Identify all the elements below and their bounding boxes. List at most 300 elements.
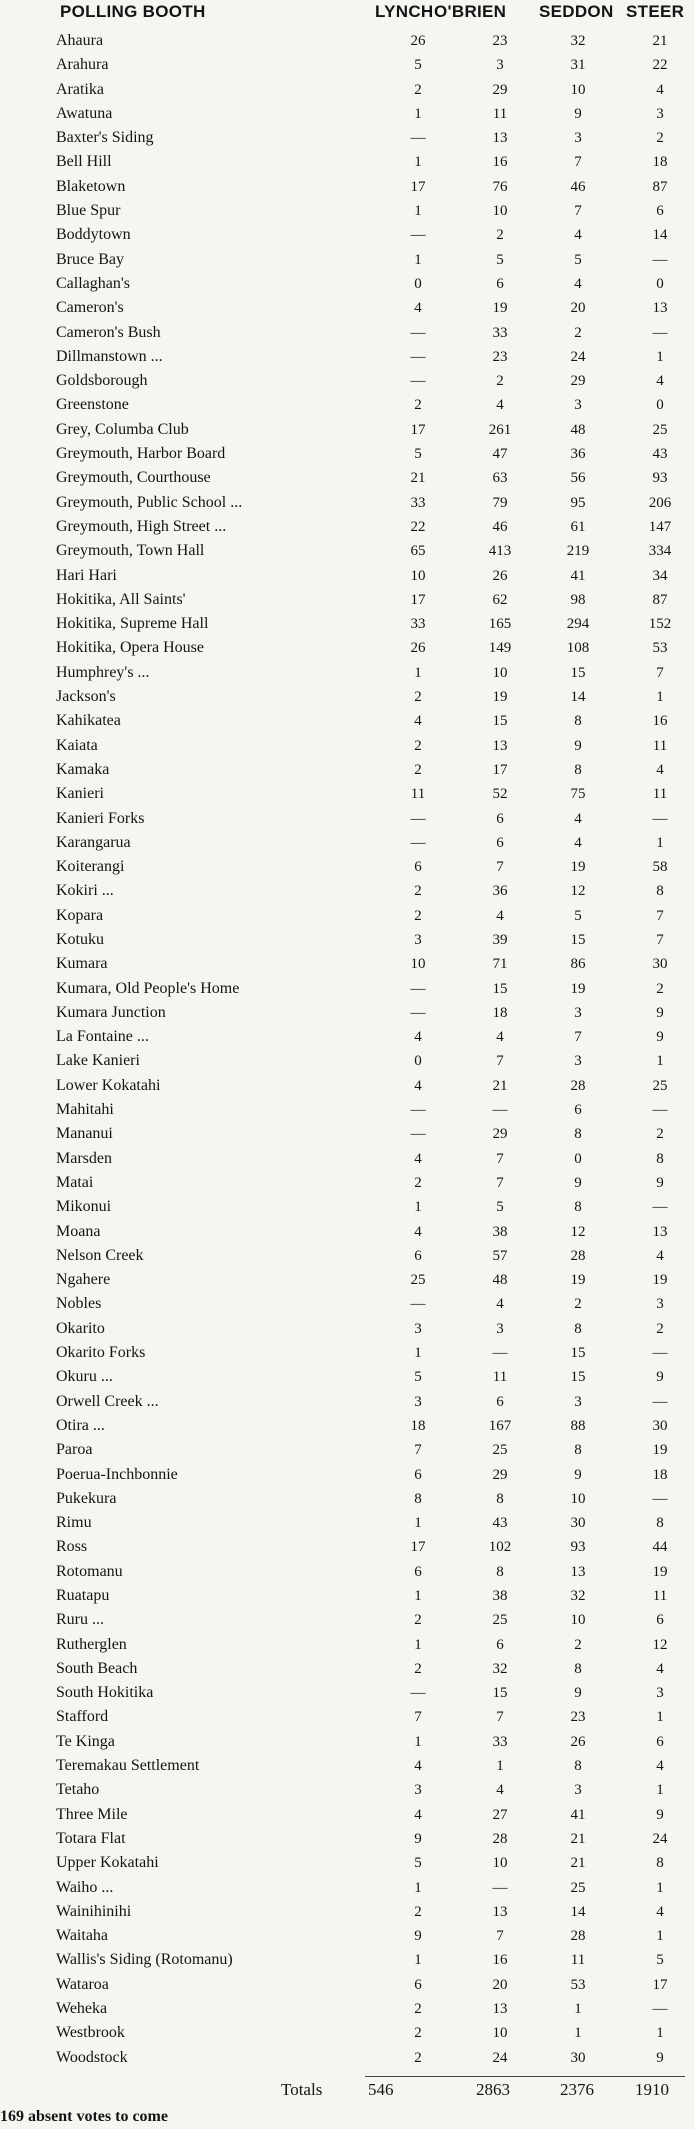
booth-name: Kumara <box>56 955 108 973</box>
votes-steer: 2 <box>656 1126 664 1143</box>
votes-steer: 4 <box>656 1247 664 1264</box>
votes-steer: 16 <box>652 713 668 730</box>
votes-seddon: 95 <box>570 494 586 511</box>
votes-obrien: 26 <box>492 567 508 584</box>
votes-steer: 9 <box>656 1369 664 1386</box>
votes-seddon: 3 <box>574 1393 582 1410</box>
votes-lynch: 65 <box>410 543 426 560</box>
votes-obrien: 10 <box>492 1855 508 1872</box>
votes-steer: 30 <box>652 956 668 973</box>
votes-steer: 6 <box>656 1612 664 1629</box>
header-obrien: O'BRIEN <box>434 2 507 21</box>
votes-obrien: 4 <box>496 907 504 924</box>
table-row <box>0 1876 694 1900</box>
votes-seddon: 3 <box>574 1053 582 1070</box>
votes-steer: 1 <box>656 1782 664 1799</box>
table-row <box>0 1778 694 1802</box>
votes-steer: 7 <box>656 664 664 681</box>
votes-obrien: 29 <box>492 1466 508 1483</box>
votes-seddon: 23 <box>570 1709 586 1726</box>
votes-seddon: 28 <box>570 1928 586 1945</box>
votes-steer: 12 <box>652 1636 668 1653</box>
booth-name: Kamaka <box>56 760 110 778</box>
booth-name: Te Kinga <box>56 1732 115 1750</box>
votes-seddon: 10 <box>570 81 586 98</box>
votes-lynch: 2 <box>414 1612 422 1629</box>
booth-name: Kumara, Old People's Home <box>56 979 240 997</box>
table-row <box>0 928 694 952</box>
votes-obrien: 11 <box>492 1369 508 1386</box>
votes-seddon: 32 <box>570 33 586 49</box>
booth-name: Kokiri ... <box>56 882 114 900</box>
votes-obrien: 43 <box>492 1515 508 1532</box>
votes-steer: — <box>652 1199 668 1216</box>
votes-lynch: 2 <box>414 907 422 924</box>
votes-seddon: 7 <box>574 203 582 220</box>
table-row <box>0 199 694 223</box>
votes-seddon: 12 <box>570 1223 586 1240</box>
table-row <box>0 1365 694 1389</box>
booth-name: Mikonui <box>56 1198 112 1216</box>
booth-name: Rotomanu <box>56 1562 123 1580</box>
booth-name: Boddytown <box>56 226 131 244</box>
table-row <box>0 272 694 296</box>
votes-steer: 0 <box>656 275 664 292</box>
table-row <box>0 904 694 928</box>
votes-lynch: 10 <box>410 567 426 584</box>
votes-seddon: 3 <box>574 1782 582 1799</box>
votes-steer: 43 <box>652 446 668 463</box>
votes-obrien: 25 <box>492 1612 508 1629</box>
votes-seddon: 108 <box>566 640 590 657</box>
votes-steer: 1 <box>656 348 664 365</box>
booth-name: Okarito <box>56 1319 105 1337</box>
votes-obrien: 36 <box>492 883 508 900</box>
votes-seddon: 56 <box>570 470 586 487</box>
votes-steer: 2 <box>656 130 664 147</box>
table-row <box>0 1730 694 1754</box>
votes-obrien: 20 <box>492 1976 508 1993</box>
votes-steer: 9 <box>656 1806 664 1823</box>
table-row <box>0 1001 694 1025</box>
votes-seddon: 15 <box>570 1345 586 1362</box>
header-lynch: LYNCH <box>375 2 434 21</box>
votes-lynch: 1 <box>414 154 422 171</box>
booth-name: Kanieri Forks <box>56 809 145 827</box>
table-row <box>0 734 694 758</box>
table-row <box>0 831 694 855</box>
table-row <box>0 661 694 685</box>
votes-seddon: 98 <box>570 591 586 608</box>
votes-obrien: 7 <box>496 1150 504 1167</box>
votes-steer: 334 <box>648 543 672 560</box>
table-row <box>0 977 694 1001</box>
votes-obrien: 27 <box>492 1806 508 1823</box>
votes-obrien: 16 <box>492 154 508 171</box>
booth-name: Grey, Columba Club <box>56 420 189 438</box>
votes-lynch: 2 <box>414 1174 422 1191</box>
votes-seddon: 30 <box>570 1515 586 1532</box>
votes-steer: 22 <box>652 57 668 74</box>
table-row <box>0 175 694 199</box>
votes-obrien: 16 <box>492 1952 508 1969</box>
votes-seddon: 28 <box>570 1247 586 1264</box>
booth-name: Greymouth, Courthouse <box>56 469 211 487</box>
votes-lynch: 2 <box>414 1660 422 1677</box>
header-polling-booth: POLLING BOOTH <box>60 2 206 21</box>
booth-name: Humphrey's ... <box>56 663 150 681</box>
votes-obrien: 3 <box>496 1320 504 1337</box>
votes-lynch: 21 <box>410 470 426 487</box>
votes-steer: — <box>652 2001 668 2018</box>
table-row <box>0 53 694 77</box>
booth-name: Bruce Bay <box>56 250 124 268</box>
votes-steer: 17 <box>652 1976 668 1993</box>
table-row <box>0 1220 694 1244</box>
votes-obrien: 4 <box>496 1029 504 1046</box>
votes-obrien: 1 <box>496 1758 504 1775</box>
votes-seddon: 9 <box>574 1466 582 1483</box>
votes-obrien: 8 <box>496 1490 504 1507</box>
booth-name: Greymouth, Harbor Board <box>56 445 226 463</box>
table-row <box>0 1074 694 1098</box>
votes-obrien: 6 <box>496 1636 504 1653</box>
votes-obrien: 13 <box>492 130 508 147</box>
votes-obrien: 24 <box>492 2049 508 2066</box>
table-row <box>0 1754 694 1778</box>
votes-steer: 11 <box>652 1588 668 1604</box>
table-row <box>0 102 694 126</box>
votes-obrien: 13 <box>492 737 508 754</box>
votes-steer: 1 <box>656 1928 664 1945</box>
votes-lynch: 1 <box>414 203 422 220</box>
table-row <box>0 758 694 782</box>
table-row <box>0 1608 694 1632</box>
votes-seddon: 8 <box>574 713 582 730</box>
table-row <box>0 393 694 417</box>
votes-obrien: — <box>492 1879 508 1896</box>
votes-steer: 1 <box>656 2025 664 2042</box>
votes-lynch: — <box>410 324 426 341</box>
votes-lynch: 1 <box>414 105 422 122</box>
votes-obrien: 13 <box>492 1903 508 1920</box>
votes-obrien: 62 <box>492 591 508 608</box>
votes-seddon: 7 <box>574 1029 582 1046</box>
votes-steer: — <box>652 324 668 341</box>
votes-obrien: 413 <box>488 543 512 560</box>
booth-name: Tetaho <box>56 1781 100 1799</box>
votes-seddon: 14 <box>570 689 586 706</box>
votes-seddon: 93 <box>570 1539 586 1556</box>
votes-steer: 1 <box>656 1879 664 1896</box>
votes-steer: 13 <box>652 1223 668 1240</box>
table-row <box>0 491 694 515</box>
votes-steer: 44 <box>652 1539 668 1556</box>
votes-seddon: 3 <box>574 397 582 414</box>
votes-seddon: 21 <box>570 1830 586 1847</box>
votes-lynch: — <box>410 980 426 997</box>
votes-lynch: — <box>410 1102 426 1119</box>
table-row <box>0 223 694 247</box>
votes-seddon: 1 <box>574 2025 582 2042</box>
table-row <box>0 539 694 563</box>
votes-obrien: 71 <box>492 956 508 973</box>
table-row <box>0 248 694 272</box>
booth-name: Kotuku <box>56 930 104 948</box>
booth-name: Poerua-Inchbonnie <box>56 1465 178 1483</box>
table-row <box>0 1414 694 1438</box>
votes-seddon: 4 <box>574 275 582 292</box>
votes-lynch: 4 <box>414 1150 422 1167</box>
booth-name: South Hokitika <box>56 1684 154 1702</box>
votes-steer: 53 <box>652 640 668 657</box>
booth-name: Cameron's Bush <box>56 323 161 341</box>
booth-name: Mahitahi <box>56 1101 114 1119</box>
table-row <box>0 1463 694 1487</box>
booth-name: Hari Hari <box>56 566 117 584</box>
votes-steer: 18 <box>652 154 668 171</box>
votes-steer: 19 <box>652 1563 668 1580</box>
votes-lynch: 9 <box>414 1928 422 1945</box>
table-row <box>0 1948 694 1972</box>
table-row <box>0 1803 694 1827</box>
votes-obrien: 28 <box>492 1830 508 1847</box>
votes-steer: 25 <box>652 1077 668 1094</box>
votes-obrien: 149 <box>488 640 512 657</box>
votes-lynch: 1 <box>414 1199 422 1216</box>
votes-lynch: 1 <box>414 1733 422 1750</box>
votes-obrien: 76 <box>492 178 508 195</box>
votes-lynch: — <box>410 227 426 244</box>
table-row <box>0 1584 694 1608</box>
votes-steer: 8 <box>656 1855 664 1872</box>
votes-steer: 6 <box>656 1733 664 1750</box>
votes-obrien: 32 <box>492 1660 508 1677</box>
votes-obrien: 7 <box>496 1174 504 1191</box>
votes-lynch: 5 <box>414 446 422 463</box>
votes-steer: — <box>652 1345 668 1362</box>
table-row <box>0 1317 694 1341</box>
votes-lynch: 11 <box>410 786 426 803</box>
votes-steer: 4 <box>656 1660 664 1677</box>
votes-seddon: 28 <box>570 1077 586 1094</box>
votes-obrien: 39 <box>492 931 508 948</box>
votes-obrien: 47 <box>492 446 508 463</box>
votes-lynch: 4 <box>414 713 422 730</box>
votes-steer: — <box>652 1490 668 1507</box>
votes-steer: 2 <box>656 1320 664 1337</box>
votes-obrien: 6 <box>496 810 504 827</box>
votes-obrien: 4 <box>496 397 504 414</box>
table-row <box>0 418 694 442</box>
votes-lynch: 0 <box>414 275 422 292</box>
votes-steer: 3 <box>656 105 664 122</box>
votes-obrien: 10 <box>492 2025 508 2042</box>
votes-seddon: 30 <box>570 2049 586 2066</box>
table-row <box>0 1025 694 1049</box>
votes-steer: 8 <box>656 1515 664 1532</box>
votes-lynch: 6 <box>414 859 422 876</box>
votes-steer: 34 <box>652 567 668 584</box>
votes-obrien: 33 <box>492 324 508 341</box>
booth-name: Wataroa <box>56 1975 109 1993</box>
votes-seddon: 32 <box>570 1588 586 1604</box>
booth-name: Cameron's <box>56 299 124 317</box>
votes-steer: 9 <box>656 1004 664 1021</box>
votes-seddon: 9 <box>574 737 582 754</box>
table-header <box>0 2 694 26</box>
header-seddon: SEDDON <box>539 2 614 21</box>
votes-lynch: 5 <box>414 1855 422 1872</box>
booth-name: Rimu <box>56 1514 92 1532</box>
booth-name: Otira ... <box>56 1416 105 1434</box>
booth-name: Karangarua <box>56 833 131 851</box>
table-row <box>0 442 694 466</box>
booth-name: Ngahere <box>56 1271 111 1289</box>
votes-lynch: 6 <box>414 1976 422 1993</box>
votes-steer: 1 <box>656 834 664 851</box>
votes-obrien: 29 <box>492 81 508 98</box>
totals-label: Totals <box>281 2080 323 2099</box>
table-row <box>0 321 694 345</box>
table-row <box>0 1098 694 1122</box>
votes-lynch: 5 <box>414 57 422 74</box>
votes-lynch: 2 <box>414 761 422 778</box>
table-row <box>0 1438 694 1462</box>
votes-obrien: 6 <box>496 275 504 292</box>
votes-obrien: 4 <box>496 1296 504 1313</box>
votes-steer: 4 <box>656 1758 664 1775</box>
table-row <box>0 782 694 806</box>
votes-lynch: 7 <box>414 1442 422 1459</box>
votes-steer: 3 <box>656 1296 664 1313</box>
table-row <box>0 345 694 369</box>
votes-seddon: 88 <box>570 1417 586 1434</box>
votes-steer: 24 <box>652 1830 668 1847</box>
booth-name: Nobles <box>56 1295 102 1313</box>
votes-obrien: 10 <box>492 664 508 681</box>
table-row <box>0 1171 694 1195</box>
table-row <box>0 709 694 733</box>
votes-lynch: 17 <box>410 591 426 608</box>
votes-obrien: 38 <box>492 1223 508 1240</box>
table-row <box>0 2021 694 2045</box>
votes-steer: 11 <box>652 737 668 754</box>
votes-obrien: 165 <box>488 616 512 633</box>
booth-name: Westbrook <box>56 2024 125 2042</box>
votes-seddon: 4 <box>574 834 582 851</box>
votes-lynch: — <box>410 1685 426 1702</box>
votes-steer: 9 <box>656 1174 664 1191</box>
table-row <box>0 952 694 976</box>
booth-name: Callaghan's <box>56 274 130 292</box>
total-seddon: 2376 <box>560 2080 594 2099</box>
votes-seddon: 8 <box>574 1660 582 1677</box>
table-row <box>0 1049 694 1073</box>
votes-seddon: 26 <box>570 1733 586 1750</box>
votes-lynch: 1 <box>414 1588 422 1604</box>
votes-seddon: 7 <box>574 154 582 171</box>
votes-seddon: 48 <box>570 421 586 438</box>
votes-lynch: 4 <box>414 1223 422 1240</box>
votes-obrien: 10 <box>492 203 508 220</box>
votes-obrien: 21 <box>492 1077 508 1094</box>
votes-lynch: 6 <box>414 1563 422 1580</box>
table-row <box>0 515 694 539</box>
votes-seddon: 0 <box>574 1150 582 1167</box>
votes-seddon: 2 <box>574 324 582 341</box>
votes-lynch: 1 <box>414 664 422 681</box>
booth-name: Kahikatea <box>56 712 121 730</box>
votes-steer: 9 <box>656 2049 664 2066</box>
table-row <box>0 855 694 879</box>
votes-obrien: 19 <box>492 689 508 706</box>
booth-name: Kumara Junction <box>56 1003 166 1021</box>
votes-obrien: 18 <box>492 1004 508 1021</box>
booth-name: Hokitika, Opera House <box>56 639 204 657</box>
votes-seddon: 4 <box>574 227 582 244</box>
votes-obrien: 13 <box>492 2001 508 2018</box>
table-row <box>0 296 694 320</box>
votes-seddon: 9 <box>574 1685 582 1702</box>
votes-lynch: — <box>410 834 426 851</box>
table-row <box>0 564 694 588</box>
booth-name: Okarito Forks <box>56 1344 146 1362</box>
votes-obrien: 79 <box>492 494 508 511</box>
votes-obrien: 48 <box>492 1272 508 1289</box>
table-row <box>0 78 694 102</box>
booth-name: Greymouth, High Street ... <box>56 517 227 535</box>
booth-name: Aratika <box>56 80 104 98</box>
table-row <box>0 29 694 53</box>
votes-obrien: 25 <box>492 1442 508 1459</box>
table-row <box>0 126 694 150</box>
votes-seddon: 5 <box>574 907 582 924</box>
table-row <box>0 636 694 660</box>
votes-steer: 6 <box>656 203 664 220</box>
table-row <box>0 1487 694 1511</box>
votes-obrien: 102 <box>488 1539 512 1556</box>
votes-obrien: 7 <box>496 1709 504 1726</box>
table-row <box>0 369 694 393</box>
votes-lynch: 26 <box>410 33 426 49</box>
booth-name: Waitaha <box>56 1927 109 1945</box>
booth-name: Marsden <box>56 1149 112 1167</box>
results-table <box>0 29 694 2070</box>
votes-lynch: 4 <box>414 1758 422 1775</box>
votes-obrien: 63 <box>492 470 508 487</box>
votes-seddon: 8 <box>574 761 582 778</box>
votes-steer: 4 <box>656 761 664 778</box>
booth-name: Hokitika, Supreme Hall <box>56 615 209 633</box>
votes-obrien: 2 <box>496 227 504 244</box>
booth-name: Teremakau Settlement <box>56 1757 200 1775</box>
votes-seddon: 53 <box>570 1976 586 1993</box>
table-row <box>0 1900 694 1924</box>
votes-obrien: 5 <box>496 251 504 268</box>
votes-obrien: 19 <box>492 300 508 317</box>
votes-lynch: — <box>410 348 426 365</box>
votes-steer: 87 <box>652 591 668 608</box>
table-row <box>0 588 694 612</box>
booth-name: Three Mile <box>56 1805 128 1823</box>
votes-steer: — <box>652 1102 668 1119</box>
votes-seddon: 15 <box>570 664 586 681</box>
votes-seddon: 41 <box>570 1806 586 1823</box>
votes-steer: — <box>652 251 668 268</box>
votes-seddon: 13 <box>570 1563 586 1580</box>
votes-obrien: 6 <box>496 834 504 851</box>
